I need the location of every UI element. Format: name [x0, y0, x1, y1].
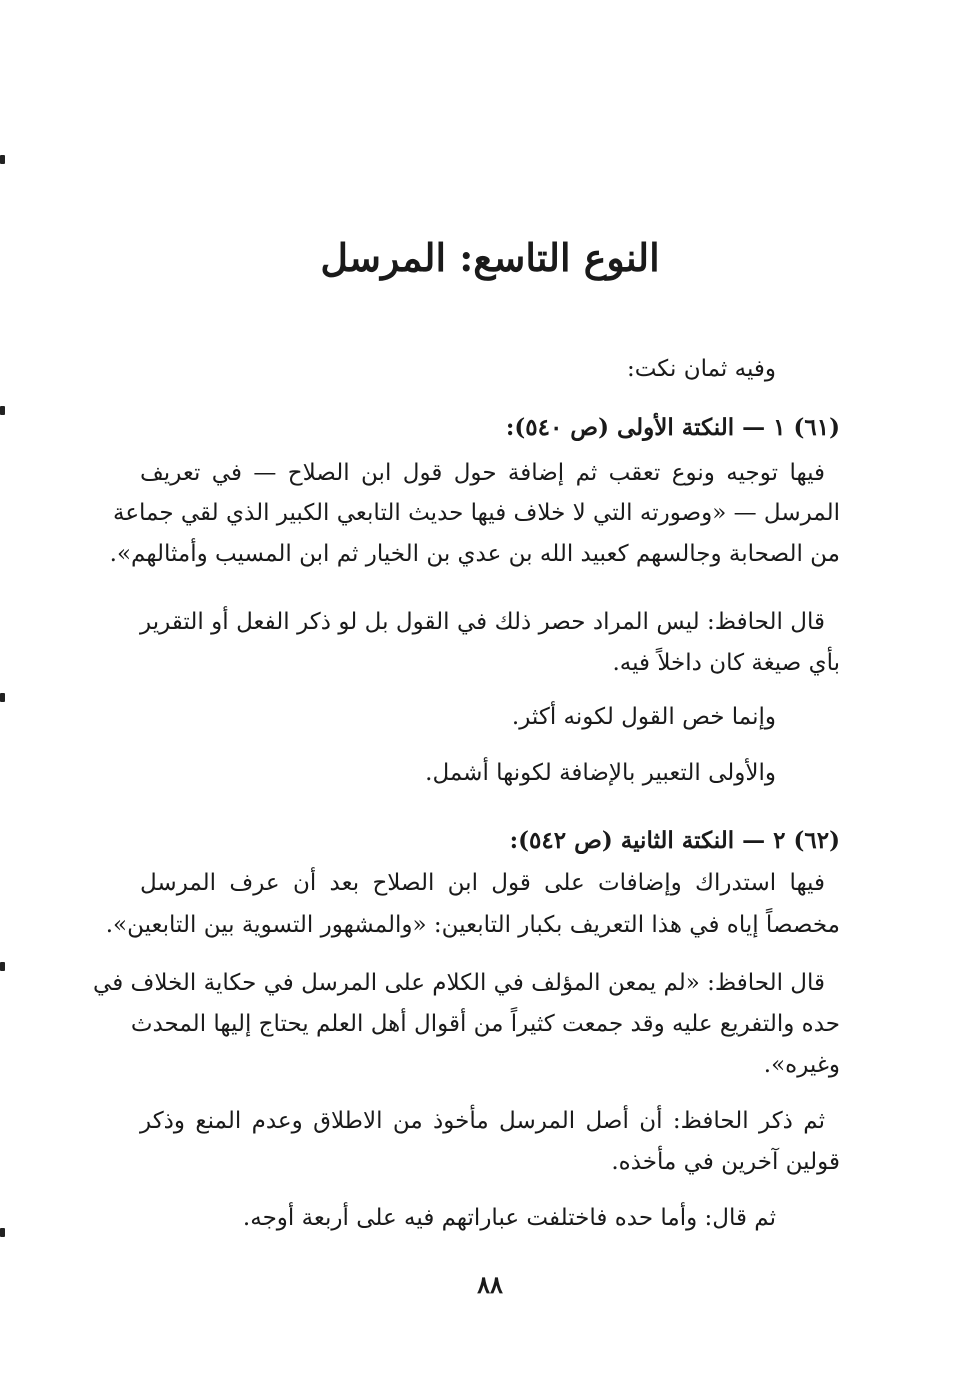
section-heading-1: (٦١) ١ — النكتة الأولى (ص ٥٤٠):	[505, 414, 840, 441]
paragraph-line: بأي صيغة كان داخلاً فيه.	[612, 650, 840, 676]
paragraph-line: ثم ذكر الحافظ: أن أصل المرسل مأخوذ من الاطلاق وعدم المنع وذكر	[140, 1108, 825, 1134]
margin-mark	[0, 155, 5, 164]
margin-mark	[0, 406, 5, 415]
paragraph-line: وغيره».	[763, 1052, 840, 1078]
paragraph-line: من الصحابة وجالسهم كعبيد الله بن عدي بن الخيار ثم ابن المسيب وأمثالهم».	[109, 541, 840, 567]
paragraph-line: ثم قال: وأما حده فاختلفت عباراتهم فيه على أربعة أوجه.	[242, 1205, 776, 1231]
paragraph-line: مخصصاً إياه في هذا التعريف بكبار التابعين: «والمشهور التسوية بين التابعين».	[105, 912, 840, 938]
margin-mark	[0, 962, 5, 971]
paragraph-line: حده والتفريع عليه وقد جمعت كثيراً من أقوال أهل العلم يحتاج إليها المحدث	[130, 1011, 840, 1037]
paragraph-line: فيها استدراك وإضافات على قول ابن الصلاح بعد أن عرف المرسل	[140, 870, 825, 896]
section-heading-2: (٦٢) ٢ — النكتة الثانية (ص ٥٤٢):	[509, 827, 840, 854]
paragraph-line: وإنما خص القول لكونه أكثر.	[511, 704, 776, 730]
paragraph-line: قال الحافظ: «لم يمعن المؤلف في الكلام على المرسل في حكاية الخلاف في	[93, 970, 825, 996]
margin-mark	[0, 693, 5, 702]
chapter-title: النوع التاسع: المرسل	[320, 235, 660, 280]
page-number: ٨٨	[477, 1270, 503, 1299]
intro-text: وفيه ثمان نكت:	[626, 356, 776, 382]
paragraph-line: والأولى التعبير بالإضافة لكونها أشمل.	[425, 760, 776, 786]
paragraph-line: قال الحافظ: ليس المراد حصر ذلك في القول بل لو ذكر الفعل أو التقرير	[140, 609, 825, 635]
paragraph-line: قولين آخرين في مأخذه.	[611, 1149, 840, 1175]
paragraph-line: المرسل — «وصورته التي لا خلاف فيها حديث التابعي الكبير الذي لقي جماعة	[112, 500, 840, 526]
margin-mark	[0, 1228, 5, 1237]
paragraph-line: فيها توجيه ونوع تعقب ثم إضافة حول قول ابن الصلاح — في تعريف	[140, 460, 825, 486]
